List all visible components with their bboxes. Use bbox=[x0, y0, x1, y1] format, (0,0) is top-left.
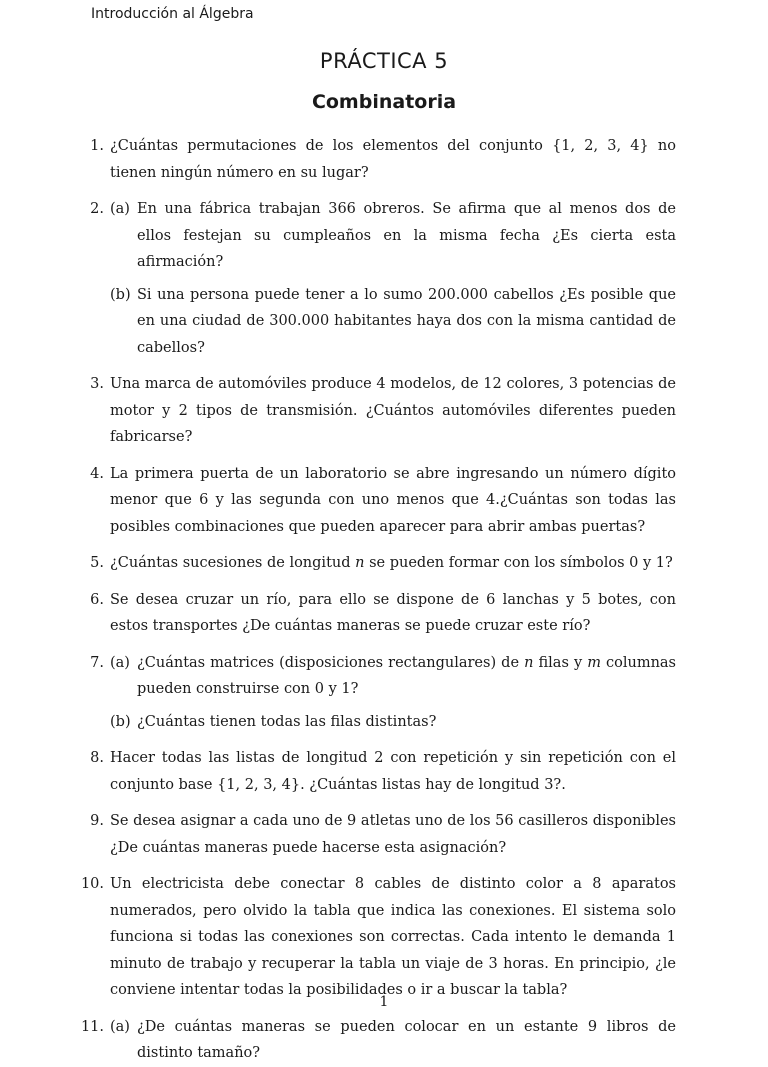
exercise-number: 2. bbox=[90, 201, 104, 217]
text-segment: se pueden formar con los símbolos 0 y 1? bbox=[364, 555, 673, 571]
exercise-8 bbox=[0, 745, 768, 798]
part-label: (b) bbox=[110, 286, 131, 303]
exercise-part-a bbox=[0, 650, 768, 703]
exercise-9 bbox=[0, 808, 768, 861]
exercise-text: Una marca de automóviles produce 4 modelos, de 12 colores, 3 potencias de motor y 2 tipos de transmisión. ¿Cuántos automóviles diferentes pueden fabricarse? bbox=[110, 376, 676, 445]
part-label: (b) bbox=[110, 713, 131, 730]
part-text: ¿Cuántas tienen todas las filas distintas? bbox=[137, 713, 437, 730]
exercise-4 bbox=[0, 461, 768, 541]
exercise-text: Hacer todas las listas de longitud 2 con repetición y sin repetición con el conjunto base {1, 2, 3, 4}. ¿Cuántas listas hay de longitud 3?. bbox=[110, 750, 676, 793]
exercise-5 bbox=[0, 550, 768, 577]
exercise-text: ¿Cuántas permutaciones de los elementos del conjunto {1, 2, 3, 4} no tienen ningún número en su lugar? bbox=[110, 138, 676, 181]
exercise-10 bbox=[0, 871, 768, 1004]
text-segment: ¿Cuántas matrices (disposiciones rectangulares) de bbox=[137, 654, 525, 671]
exercise-part-a bbox=[0, 1014, 768, 1067]
exercise-number: 6. bbox=[90, 591, 104, 608]
exercise-text: Un electricista debe conectar 8 cables de distinto color a 8 aparatos numerados, pero olvido la tabla que indica las conexiones. El sistema solo funciona si todas las conexiones son correctas. Cada intento le demanda 1 minuto de trabajo y recuperar la tabla un viaje de 3 horas. En principio, ¿le conviene intentar todas la posibilidades o ir a buscar la tabla? bbox=[110, 876, 676, 998]
part-text: Si una persona puede tener a lo sumo 200.000 cabellos ¿Es posible que en una ciudad de 300.000 habitantes haya dos con la misma cantidad de cabellos? bbox=[137, 286, 676, 356]
exercise-number: 1. bbox=[90, 138, 104, 154]
part-label: (a) bbox=[110, 1018, 130, 1035]
exercise-2 bbox=[0, 196, 768, 361]
part-text bbox=[137, 650, 676, 703]
exercise-number: 9. bbox=[90, 813, 104, 829]
text-segment: filas y bbox=[533, 654, 588, 671]
exercise-text bbox=[110, 550, 676, 577]
running-head: Introducción al Álgebra bbox=[91, 6, 254, 22]
part-label: (a) bbox=[110, 201, 130, 217]
exercise-text: La primera puerta de un laboratorio se abre ingresando un número dígito menor que 6 y las segunda con uno menos que 4.¿Cuántas son todas las posibles combinaciones que pueden aparecer para abrir ambas puertas? bbox=[110, 465, 676, 535]
exercise-number: 4. bbox=[90, 465, 104, 482]
text-segment: columnas pueden construirse con 0 y 1? bbox=[137, 654, 676, 697]
exercise-list bbox=[0, 133, 768, 1067]
exercise-number: 5. bbox=[90, 555, 104, 571]
exercise-number: 10. bbox=[80, 876, 104, 892]
exercise-3 bbox=[0, 371, 768, 451]
part-text: ¿De cuántas maneras se pueden colocar en un estante 9 libros de distinto tamaño? bbox=[137, 1018, 676, 1061]
exercise-part-a bbox=[0, 196, 768, 276]
exercise-number: 11. bbox=[80, 1018, 104, 1035]
exercise-text: Se desea asignar a cada uno de 9 atletas uno de los 56 casilleros disponibles ¿De cuántas maneras puede hacerse esta asignación? bbox=[110, 813, 676, 856]
exercise-11 bbox=[0, 1014, 768, 1067]
exercise-number: 8. bbox=[90, 750, 104, 766]
exercise-part-b bbox=[0, 709, 768, 736]
part-label: (a) bbox=[110, 654, 130, 671]
math-variable-n: n bbox=[524, 654, 534, 671]
page-number: 1 bbox=[379, 994, 389, 1010]
text-segment: ¿Cuántas sucesiones de longitud bbox=[110, 555, 356, 571]
page-title: PRÁCTICA 5 bbox=[319, 49, 449, 73]
exercise-part-b bbox=[0, 282, 768, 362]
exercise-1 bbox=[0, 133, 768, 186]
exercise-number: 7. bbox=[90, 654, 104, 671]
exercise-number: 3. bbox=[90, 376, 104, 392]
math-variable-m: m bbox=[587, 654, 601, 671]
exercise-7 bbox=[0, 650, 768, 736]
exercise-text: Se desea cruzar un río, para ello se dispone de 6 lanchas y 5 botes, con estos transportes ¿De cuántas maneras se puede cruzar este río? bbox=[110, 591, 676, 634]
part-text: En una fábrica trabajan 366 obreros. Se afirma que al menos dos de ellos festejan su cumpleaños en la misma fecha ¿Es cierta esta afirmación? bbox=[137, 201, 676, 270]
exercise-6 bbox=[0, 587, 768, 640]
math-variable-n: n bbox=[355, 555, 365, 571]
page-subtitle: Combinatoria bbox=[311, 91, 457, 113]
